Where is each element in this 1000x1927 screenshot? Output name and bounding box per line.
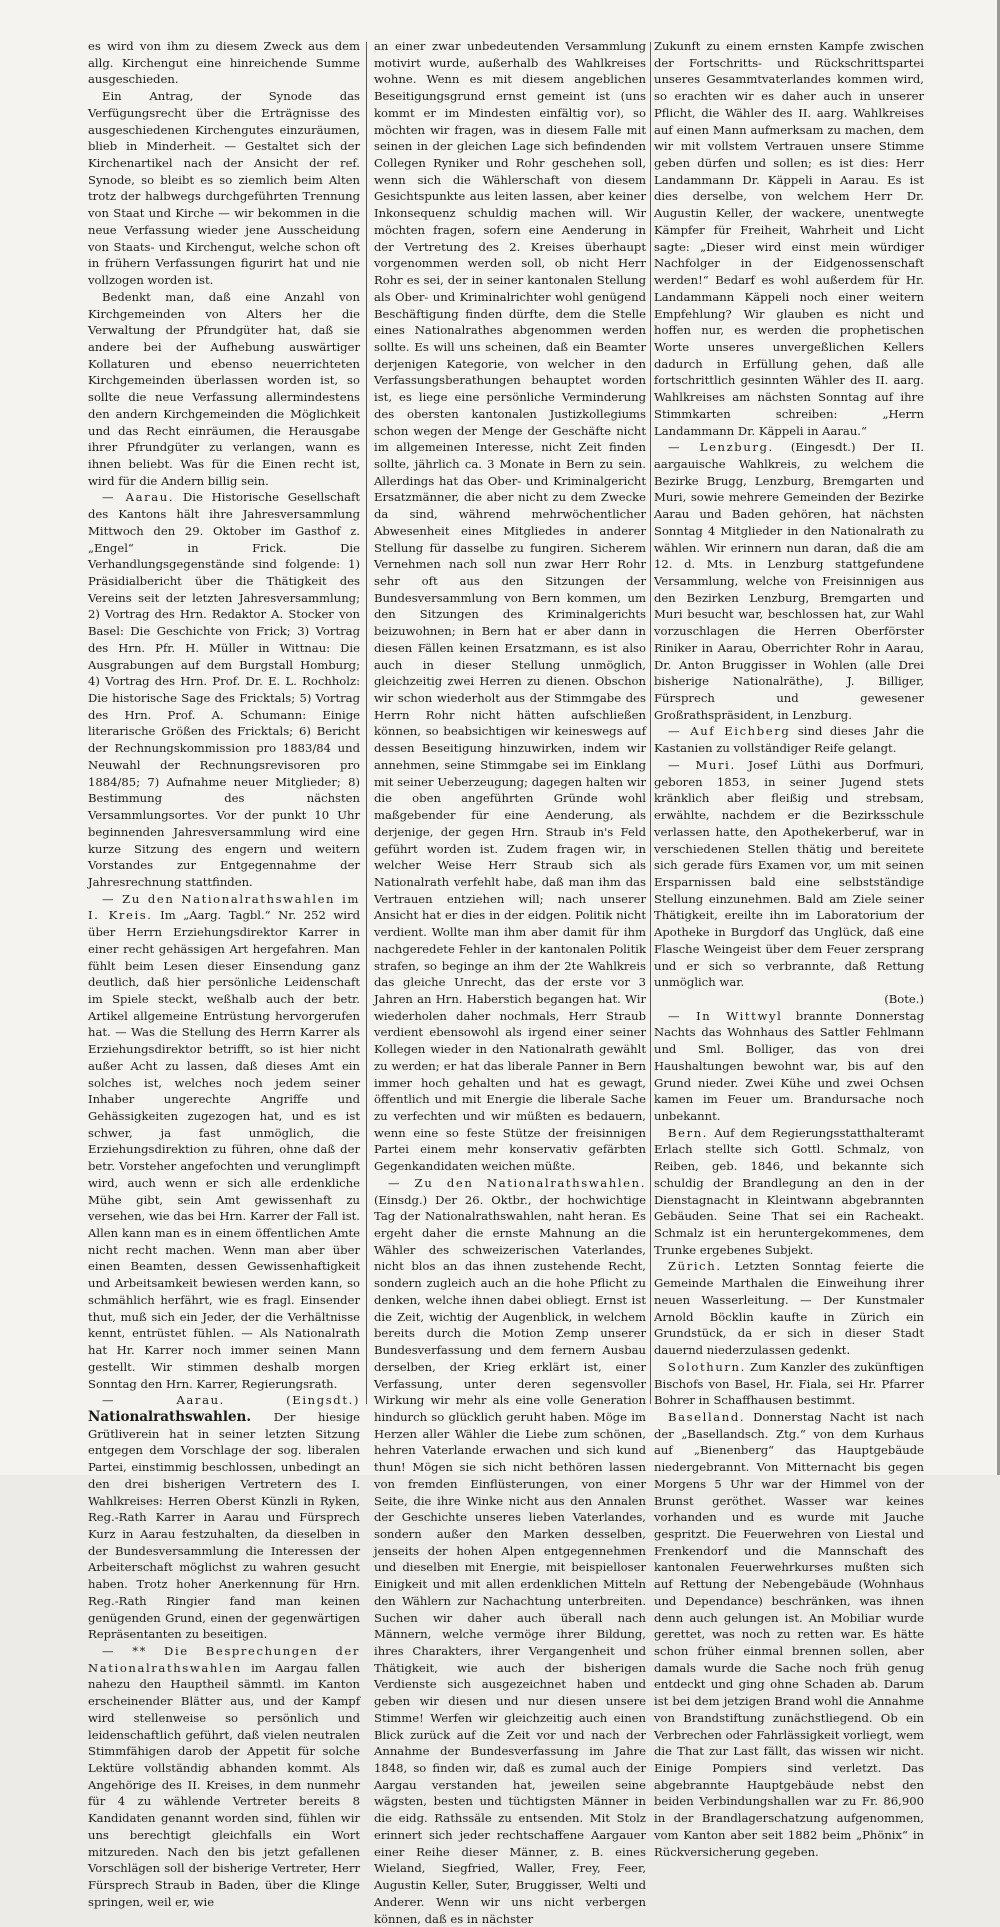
article-dateline: Baselland. bbox=[668, 1409, 746, 1424]
article-paragraph bbox=[88, 38, 360, 88]
article-paragraph bbox=[88, 1643, 360, 1911]
column-rule-1 bbox=[366, 42, 367, 1404]
article-dateline: Solothurn. bbox=[668, 1359, 746, 1374]
article-dateline: — Aarau. bbox=[102, 490, 175, 505]
article-paragraph bbox=[654, 1008, 924, 1125]
article-paragraph bbox=[654, 1125, 924, 1259]
article-text: Zum Kanzler des zukünftigen Bischofs von Basel, Hr. Fiala, sei Hr. Pfarrer Bohrer in Schaffhausen bestimmt. bbox=[654, 1359, 925, 1408]
article-paragraph bbox=[654, 1409, 924, 1860]
article-paragraph bbox=[88, 1392, 360, 1643]
article-paragraph bbox=[654, 1258, 924, 1358]
article-text: (Eingesdt.) Der II. aargauische Wahlkreis, zu welchem die Bezirke Brugg, Lenzburg, Bremgarten und Muri, sowie mehrere Gemeinden der Bezirke Aarau und Baden gehören, hat nächsten Sonntag 4 Mitglieder in den Nationalrath zu wählen. Wir erinnern nun daran, daß die am 12. d. Mts. in Lenzburg stattgefundene Versammlung, welche von Freisinnigen aus den Bezirken Lenzburg, Bremgarten und Muri besucht war, beschlossen hat, zur Wahl vorzuschlagen die Herren Oberförster Riniker in Aarau, Oberrichter Rohr in Aarau, Dr. Anton Bruggisser in Wohlen (alle Drei bisherige Nationalräthe), J. Billiger, Fürsprech und gewesener Großrathspräsident, in Lenzburg. bbox=[654, 440, 924, 722]
article-text: Im „Aarg. Tagbl.“ Nr. 252 wird über Herrn Erziehungsdirektor Karrer in einer recht gehässigen Art hergefahren. Man fühlt beim Lesen dieser Einsendung ganz deutlich, daß hier persönliche Leidenschaft im Spiele steckt, weßhalb auch der betr. Artikel allgemeine Entrüstung hervorgerufen hat. — Was die Stellung des Herrn Karrer als Erziehungsdirektor betrifft, so ist hier nicht außer Acht zu lassen, daß dieses Amt ein solches ist, welches noch jedem seiner Inhaber ungerechte Angriffe und Gehässigkeiten zugezogen hat, und es ist schwer, ja fast unmöglich, die Erziehungsdirektion zu führen, ohne daß der betr. Vorsteher angefochten und verunglimpft wird, auch wenn er sich alle erdenkliche Mühe gibt, sein Amt gewissenhaft zu versehen, wie das bei Hrn. Karrer der Fall ist. Allen kann man es in einem öffentlichen Amte nicht recht machen. Wenn man aber über einen Beamten, dessen Gewissenhaftigkeit und Arbeitsamkeit bewiesen werden kann, so schmählich herfährt, wie es fragl. Einsender thut, muß sich ein Jeder, der die Verhältnisse kennt, entrüstet fühlen. — Als Nationalrath hat Hr. Karrer noch immer seinen Mann gestellt. Wir stimmen deshalb morgen Sonntag den Hrn. Karrer, Regierungsrath. bbox=[88, 908, 361, 1391]
article-text: Letzten Sonntag feierte die Gemeinde Marthalen die Einweihung ihrer neuen Wasserleitung. — Der Kunstmaler Arnold Böcklin kaufte in Zürich ein Grundstück, da er sich in dieser Stadt dauernd niederzulassen gedenkt. bbox=[654, 1259, 924, 1358]
column-3 bbox=[654, 38, 925, 1859]
article-paragraph bbox=[88, 289, 360, 490]
article-paragraph bbox=[88, 88, 360, 289]
article-text: Ein Antrag, der Synode das Verfügungsrecht über die Erträgnisse des ausgeschiedenen Kirchengutes einzuräumen, blieb in Minderheit. — Gestaltet sich der Kirchenartikel nach der Ansicht der ref. Synode, so bleibt es so ziemlich beim Alten trotz der halbwegs durchgeführten Trennung von Staat und Kirche — wir bekommen in die neue Verfassung wieder jene Ausscheidung von Staats- und Kirchengut, welche schon oft in frühern Verfassungen figurirt hat und nie vollzogen worden ist. bbox=[88, 89, 360, 288]
article-paragraph bbox=[88, 891, 360, 1393]
article-paragraph bbox=[374, 38, 646, 1175]
article-dateline: Bern. bbox=[668, 1125, 709, 1140]
column-rule-2 bbox=[650, 42, 651, 1404]
article-text: Der hiesige Grütliverein hat in seiner letzten Sitzung entgegen dem Vorschlage der sog. liberalen Partei, einstimmig beschlossen, unbedingt an den drei bisherigen Vertretern des I. Wahlkreises: Herren Oberst Künzli in Ryken, Reg.-Rath Karrer in Aarau und Fürsprech Kurz in Aarau festzuhalten, da dieselben in der Bundesversammlung die Interessen der Arbeiterschaft möglichst zu wahren gesucht haben. Trotz hoher Anerkennung für Hrn. Reg.-Rath Ringier fand man keinen genügenden Grund, einen der gegenwärtigen Repräsentanten zu beseitigen. bbox=[88, 1409, 360, 1642]
article-dateline: — In Wittwyl bbox=[668, 1008, 783, 1023]
article-text: Bedenkt man, daß eine Anzahl von Kirchgemeinden von Alters her die Verwaltung der Pfrundgüter hat, daß sie andere bei der Aufhebung auswärtiger Kollaturen und ebenso neuerrichteten Kirchgemeinden überlassen worden ist, so sollte die neue Verfassung allermindestens den andern Kirchgemeinden die Möglichkeit und das Recht einräumen, die Herausgabe ihrer Pfrundgüter zu verlangen, wann es ihnen beliebt. Was für die Einen recht ist, wird für die Andern billig sein. bbox=[88, 289, 360, 488]
article-dateline: — Auf Eichberg bbox=[668, 724, 791, 739]
article-dateline: — Lenzburg. bbox=[668, 440, 774, 455]
article-text: brannte Donnerstag Nachts das Wohnhaus des Sattler Fehlmann und Sml. Bolliger, das von drei Haushaltungen bewohnt war, bis auf den Grund nieder. Zwei Kühe und zwei Ochsen kamen im Feuer um. Brandursache noch unbekannt. bbox=[654, 1008, 924, 1123]
article-paragraph bbox=[654, 991, 924, 1008]
article-paragraph bbox=[654, 1359, 924, 1409]
column-1 bbox=[88, 38, 361, 1909]
article-text: (Einsdg.) Der 26. Oktbr., der hochwichtige Tag der Nationalrathswahlen, naht heran. Es ergeht daher die ernste Mahnung an die Wähler des schweizerischen Vaterlandes, nicht blos an das ihnen zustehende Recht, sondern zugleich auch an die hohe Pflicht zu denken, welche ihnen dabei obliegt. Ernst ist die Zeit, wichtig der Augenblick, in welchem bereits durch die Motion Zemp unserer Bundesverfassung und dem fernern Ausbau derselben, der Krieg erklärt ist, einer Verfassung, unter deren segensvoller Wirkung wir mehr als eine volle Generation hindurch so glücklich geruht haben. Möge im Herzen aller Wähler die Liebe zum schönen, hehren Vaterlande erwachen und sich kund thun! Mögen sie sich nicht bethören lassen von fremden Einflüsterungen, von einer Seite, die ihre Winke nicht aus den Annalen der Geschichte unseres lieben Vaterlandes, sondern außer den Marken desselben, jenseits der hohen Alpen entgegennehmen und dieselben mit Energie, mit beispielloser Einigkeit und mit allen erdenklichen Mitteln den Wählern zur Nachachtung unterbreiten. Suchen wir daher auch überall nach Männern, welche vermöge ihrer Bildung, ihres Charakters, ihrer Vergangenheit und Thätigkeit, wie auch der bisherigen Verdienste sich ausgezeichnet haben und geben wir diesen und nur diesen unsere Stimme! Werfen wir gleichzeitig auch einen Blick zurück auf die Zeit vor und nach der Annahme der Bundesverfassung im Jahre 1848, so finden wir, daß es zumal auch der Aargau verstanden hat, jeweilen seine wägsten, besten und tüchtigsten Männer in die eidg. Rathssäle zu entsenden. Mit Stolz erinnert sich jeder rechtschaffene Aargauer einer Reihe dieser Männer, z. B. eines Wieland, Siegfried, Waller, Frey, Feer, Augustin Keller, Suter, Bruggisser, Welti und Anderer. Wenn wir uns nicht verbergen können, daß es in nächster bbox=[374, 1192, 646, 1926]
article-paragraph bbox=[88, 489, 360, 890]
article-paragraph bbox=[654, 757, 924, 991]
article-dateline: — Zu den Nationalrathswahlen im I. Kreis. bbox=[88, 891, 360, 923]
article-paragraph bbox=[654, 439, 924, 723]
article-text: (Bote.) bbox=[884, 991, 924, 1006]
article-text: Die Historische Gesellschaft des Kantons hält ihre Jahresversammlung Mittwoch den 29. Oktober im Gasthof z. „Engel“ in Frick. Die Verhandlungsgegenstände sind folgende: 1) Präsidialbericht über die Thätigkeit des Vereins seit der letzten Jahresversammlung; 2) Vortrag des Hrn. Redaktor A. Stocker von Basel: Die Geschichte von Frick; 3) Vortrag des Hrn. Pfr. H. Müller in Wittnau: Die Ausgrabungen auf dem Burgstall Homburg; 4) Vortrag des Hrn. Prof. Dr. E. L. Rochholz: Die historische Sage des Fricktals; 5) Vortrag des Hrn. Prof. A. Schumann: Einige literarische Größen des Fricktals; 6) Bericht der Rechnungskommission pro 1883/84 und Neuwahl der Rechnungsrevisoren pro 1884/85; 7) Aufnahme neuer Mitglieder; 8) Bestimmung des nächsten Versammlungsortes. Vor der punkt 10 Uhr beginnenden Jahresversammlung wird eine kurze Sitzung des engern und weitern Vorstandes zur Entgegennahme der Jahresrechnung stattfinden. bbox=[88, 490, 360, 889]
article-text: Zukunft zu einem ernsten Kampfe zwischen der Fortschritts- und Rückschrittspartei unseres Gesammtvaterlandes kommen wird, so erachten wir es daher auch in unserer Pflicht, die Wähler des II. aarg. Wahlkreises auf einen Mann aufmerksam zu machen, dem wir mit vollstem Vertrauen unsere Stimme geben dürfen und sollen; es ist dies: Herr Landammann Dr. Käppeli in Aarau. Es ist dies derselbe, von welchem Herr Dr. Augustin Keller, der wackere, unentwegte Kämpfer für Freiheit, Wahrheit und Licht sagte: „Dieser wird einst mein würdiger Nachfolger in der Eidgenossenschaft werden!“ Bedarf es wohl außerdem für Hr. Landammann Käppeli noch einer weitern Empfehlung? Wir glauben es nicht und hoffen nur, es werden die prophetischen Worte unseres unvergeßlichen Kellers dadurch in Erfüllung gehen, daß alle fortschrittlich gesinnten Wähler des II. aarg. Wahlkreises am nächsten Sonntag auf ihre Stimmkarten schreiben: „Herrn Landammann Dr. Käppeli in Aarau.“ bbox=[654, 39, 924, 438]
article-text: Josef Lüthi aus Dorfmuri, geboren 1853, in seiner Jugend stets kränklich aber fleißig und strebsam, erwählte, nachdem er die Bezirksschule verlassen hatte, den Apothekerberuf, war in verschiedenen Stellen thätig und bereitete sich gerade fürs Examen vor, um mit seinen Ersparnissen bald eine selbstständige Stellung einzunehmen. Bald am Ziele seiner Thätigkeit, ereilte ihn im Laboratorium der Apotheke in Burgdorf das Unglück, daß eine Flasche Weingeist über dem Feuer zersprang und er sich so verbrannte, daß Rettung unmöglich war. bbox=[654, 757, 924, 990]
article-paragraph bbox=[654, 723, 924, 756]
article-text: im Aargau fallen nahezu den Hauptheil sämmtl. im Kanton erscheinender Blätter aus, und der Kampf wird stellenweise so persönlich und leidenschaftlich geführt, daß vielen neutralen Stimmfähigen darob der Appetit für solche Lektüre vollständig abhanden kommt. Als Angehörige des II. Kreises, in dem nunmehr für 4 zu wählende Vertreter bereits 8 Kandidaten genannt worden sind, fühlen wir uns berechtigt gleichfalls ein Wort mitzureden. Nach den bis jetzt gefallenen Vorschlägen soll der bisherige Vertreter, Herr Fürsprech Straub in Baden, über die Klinge springen, weil er, wie bbox=[88, 1660, 361, 1909]
article-text: an einer zwar unbedeutenden Versammlung motivirt wurde, außerhalb des Wahlkreises wohne. Wenn es mit diesem angeblichen Beseitigungsgrund ernst gemeint ist (uns kommt er im Mindesten einfältig vor), so möchten wir fragen, was in diesem Falle mit seinen in der gleichen Lage sich befindenden Collegen Ryniker und Rohr geschehen soll, wenn sich die Wählerschaft von diesem Gesichtspunkte aus leiten lassen, aber keiner Inkonsequenz schuldig machen will. Wir möchten fragen, sofern eine Aenderung in der Vertretung des 2. Kreises überhaupt vorgenommen werden soll, ob nicht Herr Rohr es sei, der in seiner kantonalen Stellung als Ober- und Kriminalrichter wohl genügend Beschäftigung finden dürfte, dem die Stelle eines Nationalrathes abgenommen werden sollte. Es will uns scheinen, daß ein Beamter derjenigen Kategorie, von welcher in den Verfassungsberathungen behauptet worden ist, es liege eine persönliche Verminderung des obersten kantonalen Justizkollegiums schon wegen der Menge der Geschäfte nicht im allgemeinen Interesse, nicht Zeit finden sollte, jährlich ca. 3 Monate in Bern zu sein. Allerdings hat das Ober- und Kriminalgericht Ersatzmänner, die aber nicht zu dem Zwecke da sind, während mehrwöchentlicher Abwesenheit eines Mitgliedes in anderer Stellung für dasselbe zu fungiren. Sicherem Vernehmen nach soll nun zwar Herr Rohr sehr oft aus den Sitzungen der Bundesversammlung von Bern kommen, um den Sitzungen des Kriminalgerichts beizuwohnen; in Bern hat er aber dann in diesen Fällen keinen Ersatzmann, es ist also auch in dieser Stellung unmöglich, gleichzeitig zwei Herren zu dienen. Obschon wir schon wiederholt aus der Stimmgabe des Herrn Rohr nicht hätten aufschließen können, so beabsichtigen wir keineswegs auf dessen Beseitigung hinzuwirken, indem wir annehmen, seine Stimmgabe sei im Einklang mit seiner Ueberzeugung; dagegen halten wir die oben angeführten Gründe wohl maßgebender für eine Aenderung, als derjenige, der gegen Hrn. Straub in's Feld geführt worden ist. Zudem fragen wir, in welcher Weise Herr Straub sich als Nationalrath verfehlt habe, daß man ihm das Vertrauen entziehen will; nach unserer Ansicht hat er dies in der eidgen. Politik nicht verdient. Wollte man ihm aber damit für ihm nachgeredete Fehler in der kantonalen Politik strafen, so beginge an ihm der 2te Wahlkreis das gleiche Unrecht, das der erste vor 3 Jahren an Hrn. Haberstich begangen hat. Wir wiederholen daher nochmals, Herr Straub verdient ebensowohl als irgend einer seiner Kollegen wieder in den Nationalrath gewählt zu werden; er hat das liberale Panner in Bern immer hoch gehalten und hat es gewagt, öffentlich und mit Energie die liberale Sache zu verfechten und wir müßten es bedauern, wenn eine so feste Stütze der freisinnigen Partei einem mehr konservativ gefärbten Gegenkandidaten weichen müßte. bbox=[374, 39, 646, 1174]
column-2 bbox=[374, 38, 646, 1926]
article-text: es wird von ihm zu diesem Zweck aus dem allg. Kirchengut eine hinreichende Summe ausgeschieden. bbox=[88, 39, 360, 87]
article-paragraph bbox=[654, 38, 924, 439]
article-text: Auf dem Regierungsstatthalteramt Erlach stellte sich Gottl. Schmalz, von Reiben, geb. 1846, und bekannte sich schuldig der Brandlegung an den in der Dienstagnacht in Kleintwann abgebrannten Gebäuden. Seine That sei ein Racheakt. Schmalz ist ein heruntergekommenes, dem Trunke ergebenes Subjekt. bbox=[654, 1125, 925, 1257]
article-dateline: — ** Die Besprechungen der Nationalrathswahlen bbox=[88, 1644, 360, 1675]
article-dateline: — Zu den Nationalrathswahlen. bbox=[388, 1175, 646, 1190]
article-dateline: — Muri. bbox=[668, 757, 736, 772]
article-text: Donnerstag Nacht ist nach der „Basellandsch. Ztg.“ von dem Kurhaus auf „Bienenberg“ das Hauptgebäude niedergebrannt. Von Mitternacht bis gegen Morgens 5 Uhr war der Himmel von der Brunst geröthet. Wasser war keines vorhanden und es wurde mit Jauche gespritzt. Die Feuerwehren von Liestal und Frenkendorf und die Mannschaft des kantonalen Feuerwehrkurses mußten sich auf Rettung der Nebengebäude (Wohnhaus und Dependance) beschränken, was ihnen denn auch gelungen ist. An Mobiliar wurde gerettet, was noch zu retten war. Es hätte schon früher einmal brennen sollen, aber damals wurde die Sache noch früh genug entdeckt und ging ohne Schaden ab. Darum ist bei dem jetzigen Brand wohl die Annahme von Brandstiftung zunächstliegend. Ob ein Verbrechen oder Fahrlässigkeit vorliegt, wem die That zur Last fällt, das wissen wir nicht. Einige Pompiers sind verletzt. Das abgebrannte Hauptgebäude nebst den beiden Verbindungshallen war zu Fr. 86,900 in der Brandlagerschatzung aufgenommen, vom Kanton aber seit 1882 beim „Phönix“ in Rückversicherung gegeben. bbox=[654, 1409, 925, 1859]
article-paragraph bbox=[374, 1175, 646, 1927]
article-dateline: — Aarau. (Eingsdt.) bbox=[102, 1393, 360, 1408]
article-dateline: Zürich. bbox=[668, 1259, 722, 1274]
article-headline: Nationalrathswahlen. bbox=[88, 1408, 252, 1425]
article-text: sind dieses Jahr die Kastanien zu vollständiger Reife gelangt. bbox=[654, 724, 925, 756]
